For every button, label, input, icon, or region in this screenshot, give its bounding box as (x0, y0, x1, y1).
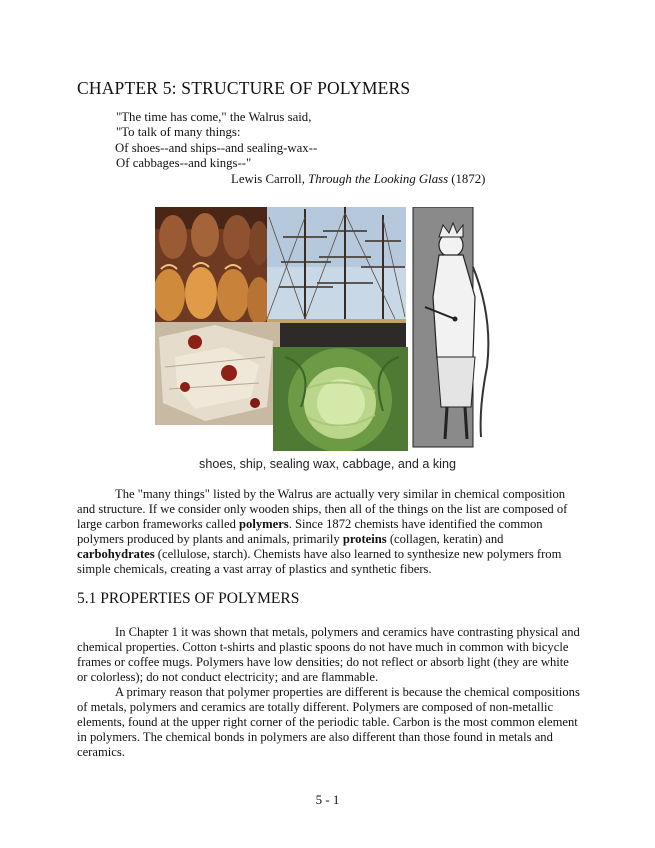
intro-text: (collagen, keratin) and (386, 532, 504, 547)
figure-collage (155, 207, 498, 451)
attribution-author: Lewis Carroll, (231, 172, 309, 186)
term-polymers: polymers (239, 517, 289, 532)
attribution-work: Through the Looking Glass (308, 172, 449, 186)
cabbage-image (273, 347, 408, 451)
section-title: 5.1 PROPERTIES OF POLYMERS (77, 590, 300, 607)
term-proteins: proteins (342, 532, 387, 547)
ship-image (267, 207, 406, 352)
figure-caption: shoes, ship, sealing wax, cabbage, and a king (199, 457, 456, 471)
term-carbohydrates: carbohydrates (77, 547, 155, 562)
shoes-image (155, 207, 271, 325)
intro-text: (cellulose, starch). Chemists have also learned to synthesize new polymers from simple chemicals, creating a vast array of plastics and synthetic fibers. (77, 547, 562, 577)
poem-line: Of shoes--and ships--and sealing-wax-- (115, 140, 318, 155)
poem-line: "The time has come," the Walrus said, (116, 110, 312, 124)
king-image (410, 207, 498, 451)
poem-line: Of cabbages--and kings--" (116, 156, 252, 171)
intro-text: . Since 1872 chemists have identified the common polymers produced by plants and animals, primarily (77, 517, 543, 547)
intro-text: The "many things" listed by the Walrus are actually very similar in chemical composition and structure. If we consider only wooden ships, then all of the things on the list are composed of large carbon frameworks called (77, 487, 568, 532)
paragraph-text: A primary reason that polymer properties are different is because the chemical compositions of metals, polymers and ceramics are totally different. Polymers are composed of non-metallic elements, found at the upper right corner of the periodic table. Carbon is the most common element in polymers. The chemical bonds in polymers are also different than those found in metals and ceramics. (77, 685, 580, 760)
section-paragraph-1 (77, 625, 582, 685)
section-paragraph-2 (77, 685, 582, 760)
intro-paragraph (77, 487, 582, 578)
paragraph-text: In Chapter 1 it was shown that metals, polymers and ceramics have contrasting physical and chemical properties. Cotton t-shirts and plastic spoons do not have much in common with bicycle frames or coffee mugs. Polymers have low densities; do not reflect or absorb light (they are white or colorless); do not conduct electricity; and are flammable. (77, 625, 580, 685)
epigraph-poem (116, 110, 317, 172)
attribution-year: (1872) (448, 172, 486, 186)
poem-line: "To talk of many things: (116, 125, 241, 140)
sealing-wax-image (155, 322, 280, 425)
chapter-title: CHAPTER 5: STRUCTURE OF POLYMERS (77, 78, 411, 98)
page-number: 5 - 1 (315, 792, 340, 807)
epigraph-attribution (231, 172, 485, 187)
